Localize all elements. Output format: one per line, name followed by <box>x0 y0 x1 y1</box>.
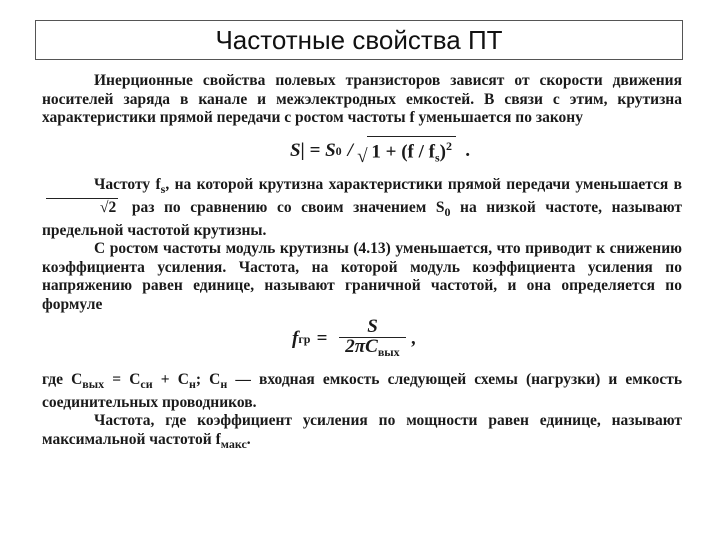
p2-a: Частоту f <box>94 175 161 193</box>
formula1-lhs: S| = S <box>290 140 336 162</box>
p4-b-sub: си <box>140 377 153 391</box>
p4-a: где C <box>42 371 83 388</box>
formula2-den <box>339 337 405 362</box>
p5-end: . <box>246 430 251 448</box>
formula2-num: S <box>367 316 378 337</box>
formula2-den-text: 2πC <box>345 335 378 357</box>
paragraph-1: Инерционные свойства полевых транзисторов зависят от скорости движения носителей заряда в канале и межэлектродных емкостей. В связи с этим, крутизна характеристики прямой передачи с ростом частоты f уменьшается по закону <box>42 72 682 126</box>
formula1-slash: / <box>347 140 353 162</box>
radicand-end: ) <box>439 141 446 163</box>
formula2-den-sub: вых <box>377 344 400 359</box>
p5-a: Частота, где коэффициент усиления по мощности равен единице, называют максимальной частотой f <box>42 412 682 448</box>
p4-d-sub: н <box>220 377 228 391</box>
paragraph-5 <box>42 412 682 453</box>
p4-e: — входная емкость следующей схемы (нагрузки) и емкость соединительных проводников. <box>42 371 683 411</box>
sqrt-symbol <box>357 136 456 167</box>
paragraph-4 <box>42 371 682 412</box>
formula1-end: . <box>465 140 471 162</box>
formula-boundary-frequency <box>292 318 682 361</box>
p4-c-sub: н <box>188 377 196 391</box>
formula2-lhs-sub: гр <box>298 332 311 347</box>
radicand-exp: 2 <box>445 139 452 154</box>
formula2-fraction <box>339 318 405 361</box>
formula2-eq: = <box>316 328 328 350</box>
formula2-end: , <box>411 328 417 350</box>
sqrt-sign: √ <box>356 146 368 168</box>
p2-d: на низкой частоте, называют предельной частотой крутизны. <box>42 199 682 239</box>
p4-c: + C <box>152 371 189 388</box>
p5-sub: макс <box>220 436 247 451</box>
p2-a-sub: s <box>160 181 166 196</box>
formula-transconductance <box>290 134 682 170</box>
p4-b: = C <box>104 371 141 388</box>
p4-a-sub: вых <box>82 377 105 391</box>
formula1-lhs-sub: 0 <box>335 144 342 159</box>
p4-d: ; C <box>195 371 221 388</box>
slide-title: Частотные свойства ПТ <box>35 20 683 60</box>
paragraph-2 <box>42 176 682 241</box>
paragraph-3: С ростом частоты модуль крутизны (4.13) уменьшается, что приводит к снижению коэффициента усиления. Частота, на которой модуль коэффициента усиления по напряжению равен единице, называют граничной частотой, и она определяется по формуле <box>42 240 682 313</box>
p2-sqrt: √2 <box>46 198 118 218</box>
radicand-sub: s <box>434 150 440 165</box>
formula2-lhs: f <box>292 328 299 350</box>
p2-c-sub: 0 <box>444 205 451 219</box>
radicand-text: 1 + (f / f <box>371 141 435 163</box>
document-body <box>42 72 682 453</box>
p2-b: , на которой крутизна характеристики прямой передачи уменьшается в <box>165 175 683 193</box>
p2-c: раз по сравнению со своим значением S <box>122 199 445 216</box>
sqrt-radicand <box>367 136 456 167</box>
